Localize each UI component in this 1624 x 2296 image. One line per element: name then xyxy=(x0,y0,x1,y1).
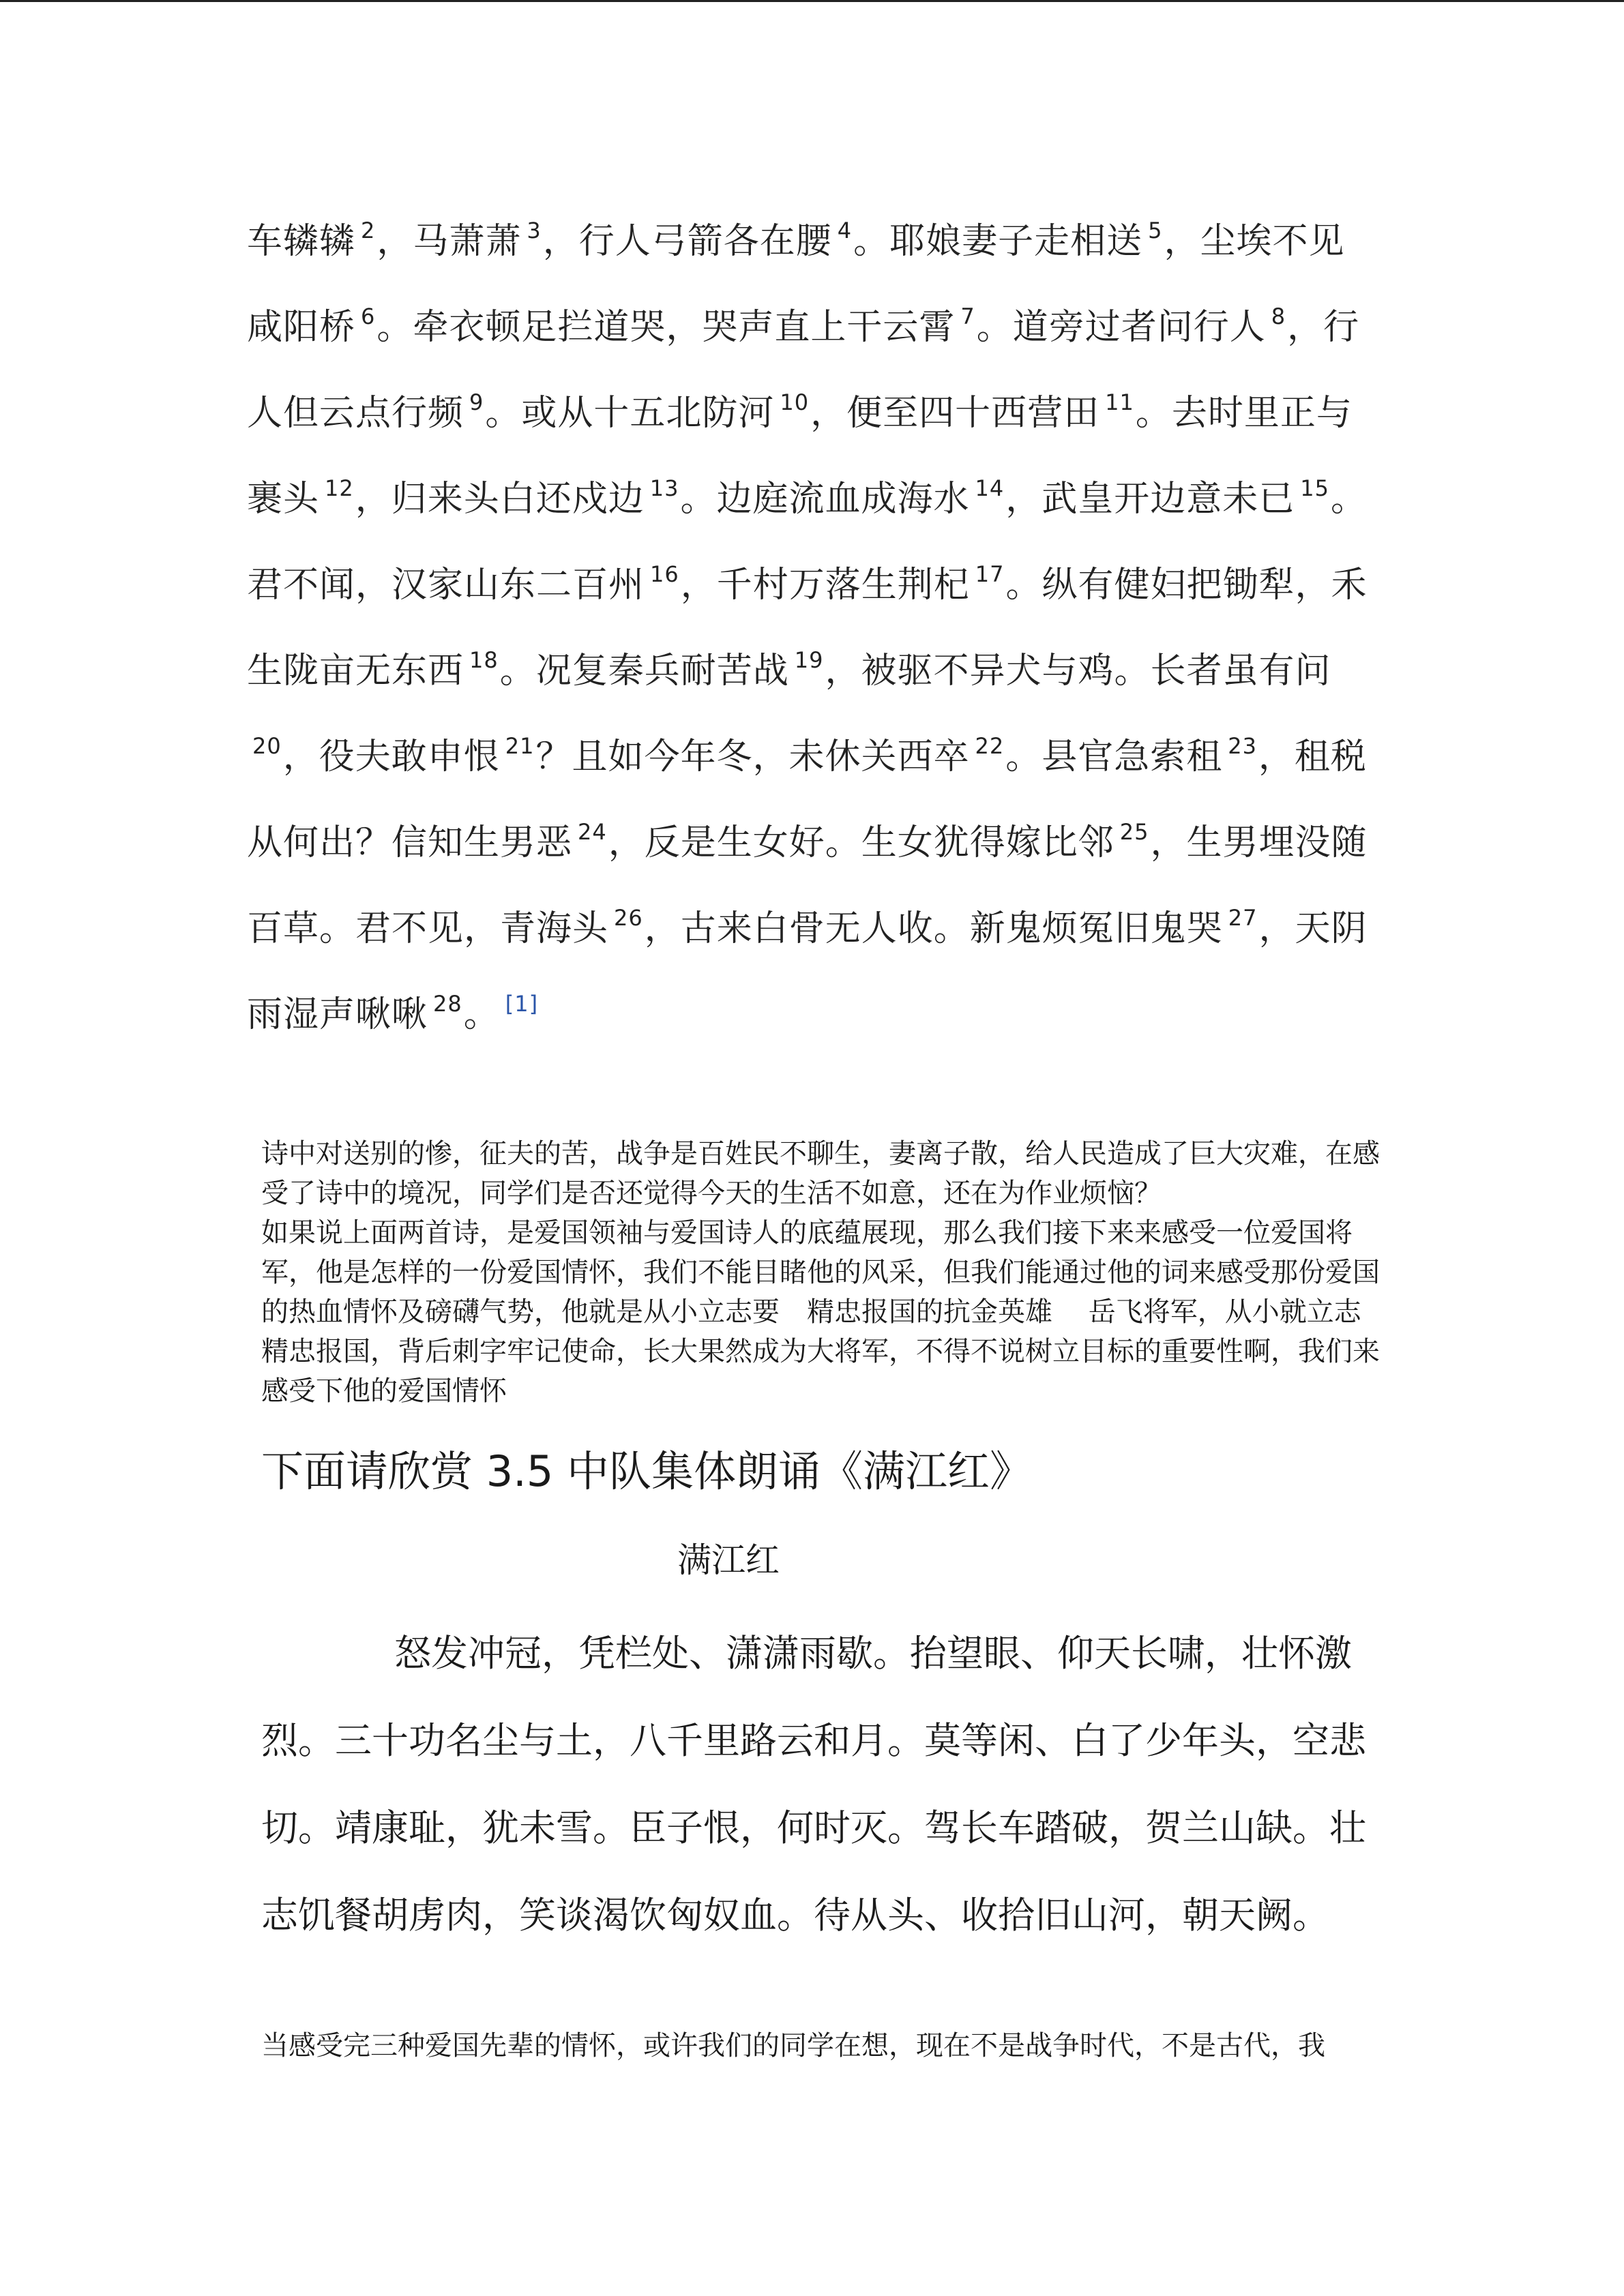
poem-segment: 。纵有健妇把锄犁，禾生陇亩无东西 xyxy=(247,565,1368,691)
poem-segment: ，行人但云点行频 xyxy=(247,307,1360,434)
poem-title-manjianghong: 满江红 xyxy=(677,1540,780,1580)
reference-link[interactable]: [1] xyxy=(505,991,539,1017)
footnote-marker[interactable]: 20 xyxy=(252,733,282,759)
poem-manjianghong-text: 怒发冲冠，凭栏处、潇潇雨歇。抬望眼、仰天长啸，壮怀激烈。三十功名尘与土，八千里路云和月。莫等闲、白了少年头，空悲切。靖康耻，犹未雪。臣子恨，何时灭。驾长车踏破，贺兰山缺。壮志饥餐胡虏肉，笑谈渴饮匈奴血。待从头、收拾旧山河，朝天阙。 xyxy=(261,1632,1366,1937)
footnote-marker[interactable]: 25 xyxy=(1119,819,1149,845)
poem-segment: 。牵衣顿足拦道哭，哭声直上干云霄 xyxy=(377,307,956,348)
footnote-marker[interactable]: 5 xyxy=(1148,218,1163,243)
footnote-marker[interactable]: 19 xyxy=(794,647,824,673)
footnote-marker[interactable]: 22 xyxy=(975,733,1005,759)
footnote-marker[interactable]: 15 xyxy=(1300,475,1329,501)
performance-announcement: 下面请欣赏 3.5 中队集体朗诵《满江红》 xyxy=(261,1446,1033,1496)
poem-segment: ，古来白骨无人收。新鬼烦冤旧鬼哭 xyxy=(644,908,1223,949)
footnote-marker[interactable]: 11 xyxy=(1105,389,1134,415)
closing-paragraph: 当感受完三种爱国先辈的情怀，或许我们的同学在想，现在不是战争时代，不是古代，我 xyxy=(261,2030,1325,2061)
poem-segment: ，生男埋没随百草。君不见，青海头 xyxy=(247,822,1368,949)
poem-segment: 。君不闻，汉家山东二百州 xyxy=(247,479,1367,606)
footnote-marker[interactable]: 10 xyxy=(780,389,810,415)
poem-segment: 。况复秦兵耐苦战 xyxy=(499,651,789,691)
poem-segment: 车辚辚 xyxy=(247,221,356,262)
poem-segment: ，尘埃不见咸阳桥 xyxy=(247,221,1345,348)
footnote-marker[interactable]: 26 xyxy=(614,905,643,931)
footnote-marker[interactable]: 6 xyxy=(361,303,376,329)
footnote-marker[interactable]: 13 xyxy=(649,475,679,501)
footnote-marker[interactable]: 21 xyxy=(505,733,535,759)
poem-segment: ，反是生女好。生女犹得嫁比邻 xyxy=(608,822,1114,863)
footnote-marker[interactable]: 17 xyxy=(975,561,1005,587)
poem-segment: ，武皇开边意未已 xyxy=(1005,479,1295,520)
footnote-marker[interactable]: 4 xyxy=(837,218,853,243)
footnote-marker[interactable]: 9 xyxy=(469,389,484,415)
poem-segment: ？且如今年冬，未休关西卒 xyxy=(535,736,970,777)
poem-segment: ，行人弓箭各在腰 xyxy=(542,221,832,262)
poem-segment: 。去时里正与裹头 xyxy=(247,393,1353,520)
poem-segment: 。道旁过者问行人 xyxy=(976,307,1266,348)
poem-segment: ，千村万落生荆杞 xyxy=(680,565,970,606)
footnote-marker[interactable]: 27 xyxy=(1228,905,1258,931)
footnote-marker[interactable]: 23 xyxy=(1228,733,1257,759)
footnote-marker[interactable]: 8 xyxy=(1271,303,1286,329)
footnote-marker[interactable]: 28 xyxy=(433,991,462,1017)
footnote-marker[interactable]: 3 xyxy=(527,218,542,243)
poem-segment: 。耶娘妻子走相送 xyxy=(853,221,1143,262)
poem-segment: 。边庭流血成海水 xyxy=(680,479,970,520)
poem-segment: 。或从十五北防河 xyxy=(485,393,775,434)
commentary-section xyxy=(261,1134,1380,1411)
poem-segment: ，归来头白还戍边 xyxy=(355,479,645,520)
commentary-paragraph-2: 如果说上面两首诗，是爱国领袖与爱国诗人的底蕴展现，那么我们接下来来感受一位爱国将军，他是怎样的一份爱国情怀，我们不能目睹他的风采，但我们能通过他的词来感受那份爱国的热血情怀及磅礴气势，他就是从小立志要 精忠报国的抗金英雄 岳飞将军，从小就立志精忠报国，背后刺字牢记使命，长大果然成为大将军，不得不说树立目标的重要性啊，我们来感受下他的爱国情怀 xyxy=(261,1217,1380,1407)
footnote-marker[interactable]: 14 xyxy=(975,475,1005,501)
poem-segment: ，役夫敢申恨 xyxy=(282,736,500,777)
footnote-marker[interactable]: 18 xyxy=(469,647,499,673)
poem-segment: 。县官急索租 xyxy=(1005,736,1223,777)
poem-bingchexing xyxy=(247,198,1379,1058)
poem-segment: ，租税从何出？信知生男恶 xyxy=(247,736,1367,863)
footnote-marker[interactable]: 12 xyxy=(325,475,354,501)
footnote-marker[interactable]: 16 xyxy=(650,561,679,587)
poem-ending-punctuation: 。 xyxy=(463,994,500,1035)
poem-segment: ，便至四十西营田 xyxy=(810,393,1100,434)
poem-segment: ，马萧萧 xyxy=(377,221,522,262)
footnote-marker[interactable]: 24 xyxy=(578,819,607,845)
commentary-paragraph-1: 诗中对送别的惨，征夫的苦，战争是百姓民不聊生，妻离子散，给人民造成了巨大灾难，在感受了诗中的境况，同学们是否还觉得今天的生活不如意，还在为作业烦恼？ xyxy=(261,1138,1380,1209)
poem-segment: ，被驱不异犬与鸡。长者虽有问 xyxy=(825,651,1331,691)
footnote-marker[interactable]: 7 xyxy=(960,303,975,329)
poem-segment: ，天阴雨湿声啾啾 xyxy=(247,908,1368,1035)
footnote-marker[interactable]: 2 xyxy=(361,218,376,243)
